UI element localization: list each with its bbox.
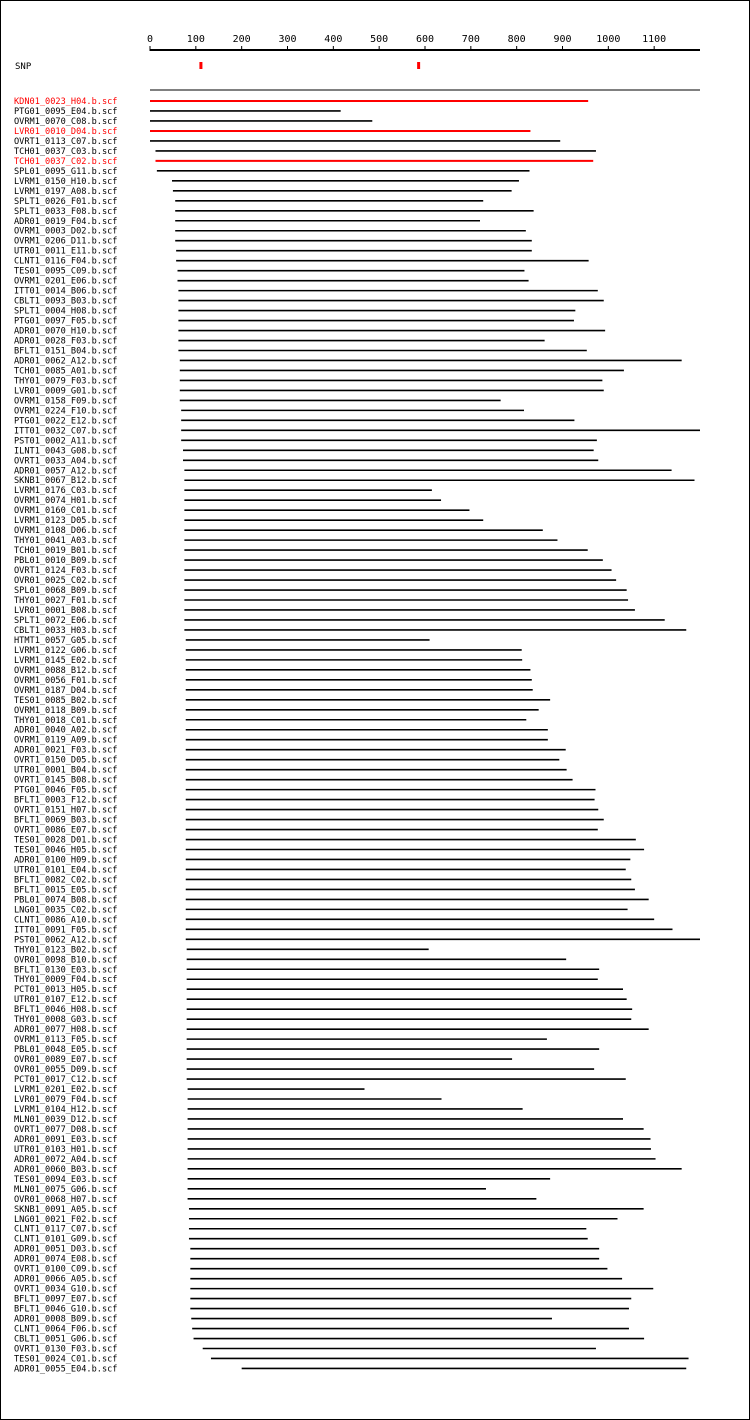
read-row bbox=[14, 1275, 622, 1285]
read-row bbox=[14, 1085, 365, 1095]
read-name[interactable]: CLNT1_0064_F06.b.scf bbox=[14, 1324, 118, 1335]
read-name[interactable]: THY01_0123_B02.b.scf bbox=[14, 945, 118, 956]
ruler-tick-label: 1000 bbox=[596, 34, 621, 45]
read-name[interactable]: LVRM1_0104_H12.b.scf bbox=[14, 1104, 118, 1115]
read-row bbox=[14, 746, 566, 756]
read-row bbox=[14, 506, 469, 516]
read-row bbox=[14, 716, 526, 726]
read-row bbox=[14, 496, 441, 506]
snp-track bbox=[15, 62, 420, 72]
read-row bbox=[14, 1235, 588, 1245]
ruler-tick-label: 800 bbox=[507, 34, 526, 45]
read-row bbox=[14, 915, 654, 925]
read-name[interactable]: LVRM1_0123_D05.b.scf bbox=[14, 516, 118, 527]
read-row bbox=[14, 1075, 626, 1085]
read-row bbox=[14, 207, 534, 217]
read-name[interactable]: UTR01_0001_B04.b.scf bbox=[14, 765, 118, 776]
read-row bbox=[14, 107, 341, 117]
read-name[interactable]: OVRM1_0201_E06.b.scf bbox=[14, 276, 118, 287]
read-row bbox=[14, 1055, 512, 1065]
position-ruler bbox=[147, 34, 700, 51]
read-name[interactable]: PCT01_0013_H05.b.scf bbox=[14, 985, 118, 996]
read-name[interactable]: BFLT1_0046_G10.b.scf bbox=[14, 1304, 118, 1315]
read-name[interactable]: ADR01_0008_B09.b.scf bbox=[14, 1314, 118, 1325]
read-row bbox=[14, 396, 501, 406]
read-row bbox=[14, 97, 588, 107]
read-name[interactable]: LVRM1_0145_E02.b.scf bbox=[14, 655, 118, 666]
read-name[interactable]: OVRT1_0086_E07.b.scf bbox=[14, 825, 118, 836]
read-row bbox=[14, 356, 682, 366]
read-row bbox=[14, 945, 429, 955]
read-row bbox=[14, 157, 593, 167]
read-row bbox=[14, 277, 529, 287]
read-name[interactable]: ADR01_0100_H09.b.scf bbox=[14, 855, 118, 866]
read-name[interactable]: ADR01_0019_F04.b.scf bbox=[14, 216, 118, 227]
read-row bbox=[14, 846, 644, 856]
ruler-tick-label: 600 bbox=[415, 34, 435, 45]
read-row bbox=[14, 516, 483, 526]
read-name[interactable]: PTG01_0046_F05.b.scf bbox=[14, 785, 118, 796]
read-name[interactable]: LVRM1_0150_H10.b.scf bbox=[14, 176, 118, 187]
read-name[interactable]: BFLT1_0151_B04.b.scf bbox=[14, 346, 118, 357]
read-name[interactable]: OVRT1_0033_A04.b.scf bbox=[14, 456, 118, 467]
read-name[interactable]: OVRM1_0158_F09.b.scf bbox=[14, 396, 118, 407]
read-name[interactable]: TCH01_0037_C03.b.scf bbox=[14, 146, 118, 157]
read-name[interactable]: OVRT1_0150_D05.b.scf bbox=[14, 755, 118, 766]
read-row bbox=[14, 706, 539, 716]
read-row bbox=[14, 995, 627, 1005]
read-name[interactable]: PCT01_0017_C12.b.scf bbox=[14, 1075, 118, 1086]
read-row bbox=[14, 287, 598, 297]
read-row bbox=[14, 1345, 596, 1355]
read-row bbox=[14, 1285, 653, 1295]
read-row bbox=[14, 386, 604, 396]
read-row bbox=[14, 526, 543, 536]
read-row bbox=[14, 1145, 651, 1155]
read-name[interactable]: ADR01_0040_A02.b.scf bbox=[14, 725, 118, 736]
read-row bbox=[14, 985, 623, 995]
read-name[interactable]: BFLT1_0069_B03.b.scf bbox=[14, 815, 118, 826]
read-row bbox=[14, 406, 524, 416]
read-row bbox=[14, 297, 604, 307]
read-row bbox=[14, 1325, 629, 1335]
read-row bbox=[14, 556, 603, 566]
read-row bbox=[14, 616, 665, 626]
read-row bbox=[14, 366, 624, 376]
read-name[interactable]: OVRM1_0119_A09.b.scf bbox=[14, 735, 118, 746]
read-row bbox=[14, 1295, 631, 1305]
read-row bbox=[14, 1335, 644, 1345]
read-row bbox=[14, 796, 595, 806]
read-name[interactable]: CLNT1_0117_C07.b.scf bbox=[14, 1224, 118, 1235]
snp-marker bbox=[417, 62, 420, 69]
read-name[interactable]: OVRT1_0100_C09.b.scf bbox=[14, 1264, 118, 1275]
read-name[interactable]: OVRT1_0113_C07.b.scf bbox=[14, 136, 118, 147]
read-name[interactable]: SPL01_0068_B09.b.scf bbox=[14, 586, 118, 597]
read-name[interactable]: ADR01_0060_B03.b.scf bbox=[14, 1164, 118, 1175]
read-row bbox=[14, 646, 522, 656]
read-row bbox=[14, 187, 512, 197]
read-row bbox=[14, 786, 596, 796]
read-row bbox=[14, 1065, 594, 1075]
read-row bbox=[14, 626, 686, 636]
read-name[interactable]: BFLT1_0015_E05.b.scf bbox=[14, 885, 118, 896]
read-name[interactable]: TES01_0094_E03.b.scf bbox=[14, 1174, 118, 1185]
ruler-tick-label: 100 bbox=[186, 34, 205, 45]
read-row bbox=[14, 865, 626, 875]
read-row bbox=[14, 327, 605, 337]
read-row bbox=[14, 895, 649, 905]
read-name[interactable]: PTG01_0095_E04.b.scf bbox=[14, 106, 118, 117]
read-name[interactable]: THY01_0079_F03.b.scf bbox=[14, 376, 118, 387]
read-name[interactable]: OVRM1_0187_D04.b.scf bbox=[14, 685, 118, 696]
read-name[interactable]: UTR01_0103_H01.b.scf bbox=[14, 1144, 118, 1155]
read-name[interactable]: LNG01_0035_C02.b.scf bbox=[14, 905, 118, 916]
read-row bbox=[14, 1265, 607, 1275]
read-row bbox=[14, 955, 566, 965]
ruler-tick-label: 400 bbox=[324, 34, 343, 45]
read-name[interactable]: ADR01_0072_A04.b.scf bbox=[14, 1154, 118, 1165]
ruler-tick-label: 1100 bbox=[642, 34, 667, 45]
read-row bbox=[14, 1225, 586, 1235]
read-name[interactable]: BFLT1_0003_F12.b.scf bbox=[14, 795, 118, 806]
read-name[interactable]: TES01_0028_D01.b.scf bbox=[14, 835, 118, 846]
read-row bbox=[14, 117, 372, 127]
read-row bbox=[14, 1025, 649, 1035]
read-name[interactable]: CLNT1_0116_F04.b.scf bbox=[14, 256, 118, 267]
read-name[interactable]: OVRM1_0074_H01.b.scf bbox=[14, 496, 118, 507]
read-name[interactable]: KDN01_0023_H04.b.scf bbox=[14, 97, 118, 107]
read-name[interactable]: PTG01_0097_F05.b.scf bbox=[14, 316, 118, 327]
read-name[interactable]: SPL01_0095_G11.b.scf bbox=[14, 166, 118, 177]
read-row bbox=[14, 1135, 651, 1145]
read-row bbox=[14, 1195, 536, 1205]
read-row bbox=[14, 227, 526, 237]
ruler-tick-label: 0 bbox=[146, 34, 154, 45]
read-name[interactable]: PST01_0062_A12.b.scf bbox=[14, 935, 118, 946]
read-name[interactable]: OVR01_0068_H07.b.scf bbox=[14, 1194, 118, 1205]
read-row bbox=[14, 836, 636, 846]
read-name[interactable]: ADR01_0070_H10.b.scf bbox=[14, 326, 118, 337]
read-list bbox=[14, 97, 700, 1374]
read-row bbox=[14, 1045, 599, 1055]
read-name[interactable]: ADR01_0074_E08.b.scf bbox=[14, 1254, 118, 1265]
read-name[interactable]: THY01_0027_F01.b.scf bbox=[14, 596, 118, 606]
read-row bbox=[14, 337, 545, 347]
read-row bbox=[14, 466, 672, 476]
read-row bbox=[14, 656, 522, 666]
read-name[interactable]: THY01_0018_C01.b.scf bbox=[14, 715, 118, 726]
read-row bbox=[14, 596, 628, 606]
read-name[interactable]: PST01_0002_A11.b.scf bbox=[14, 436, 118, 447]
read-row bbox=[14, 1125, 644, 1135]
read-name[interactable]: HTMT1_0057_G05.b.scf bbox=[14, 635, 118, 646]
read-row bbox=[14, 1245, 599, 1255]
read-row bbox=[14, 905, 628, 915]
read-row bbox=[14, 446, 594, 456]
read-row bbox=[14, 416, 574, 426]
ruler-tick-label: 700 bbox=[461, 34, 480, 45]
read-row bbox=[14, 426, 700, 436]
read-row bbox=[14, 456, 598, 466]
read-row bbox=[14, 1155, 656, 1165]
read-name[interactable]: THY01_0041_A03.b.scf bbox=[14, 536, 118, 547]
read-row bbox=[14, 855, 630, 865]
read-name[interactable]: LVRM1_0197_A08.b.scf bbox=[14, 186, 118, 197]
read-name[interactable]: MLN01_0039_D12.b.scf bbox=[14, 1114, 118, 1125]
read-name[interactable]: OVRM1_0224_F10.b.scf bbox=[14, 406, 118, 417]
read-row bbox=[14, 267, 524, 277]
read-name[interactable]: ITT01_0091_F05.b.scf bbox=[14, 925, 118, 936]
read-name[interactable]: ADR01_0051_D03.b.scf bbox=[14, 1244, 118, 1255]
read-row bbox=[14, 546, 588, 556]
read-row bbox=[14, 1354, 689, 1364]
read-row bbox=[14, 317, 574, 327]
read-name[interactable]: PTG01_0022_E12.b.scf bbox=[14, 416, 118, 427]
read-name[interactable]: ADR01_0077_H08.b.scf bbox=[14, 1025, 118, 1036]
read-row bbox=[14, 1305, 629, 1315]
read-name[interactable]: SPLT1_0004_H08.b.scf bbox=[14, 306, 118, 317]
read-name[interactable]: OVRM1_0206_D11.b.scf bbox=[14, 236, 118, 247]
read-name[interactable]: TES01_0085_B02.b.scf bbox=[14, 695, 118, 706]
read-name[interactable]: CBLT1_0033_H03.b.scf bbox=[14, 625, 118, 636]
read-row bbox=[14, 726, 548, 736]
read-row bbox=[14, 776, 573, 786]
read-row bbox=[14, 137, 560, 147]
read-row bbox=[14, 566, 612, 576]
read-name[interactable]: OVRT1_0130_F03.b.scf bbox=[14, 1344, 118, 1355]
read-row bbox=[14, 257, 589, 267]
read-name[interactable]: TCH01_0037_C02.b.scf bbox=[14, 156, 118, 167]
read-name[interactable]: TES01_0024_C01.b.scf bbox=[14, 1354, 118, 1365]
read-name[interactable]: SKNB1_0067_B12.b.scf bbox=[14, 476, 118, 487]
read-row bbox=[14, 925, 673, 935]
read-name[interactable]: SPLT1_0033_F08.b.scf bbox=[14, 206, 118, 217]
read-name[interactable]: OVRM1_0088_B12.b.scf bbox=[14, 665, 118, 676]
read-row bbox=[14, 127, 530, 137]
read-name[interactable]: OVRT1_0077_D08.b.scf bbox=[14, 1124, 118, 1135]
read-name[interactable]: OVRM1_0108_D06.b.scf bbox=[14, 526, 118, 537]
read-row bbox=[14, 1315, 552, 1325]
read-name[interactable]: ADR01_0091_E03.b.scf bbox=[14, 1134, 118, 1145]
read-name[interactable]: PBL01_0074_B08.b.scf bbox=[14, 895, 118, 906]
read-row bbox=[14, 736, 548, 746]
read-name[interactable]: OVR01_0089_E07.b.scf bbox=[14, 1055, 118, 1066]
read-name[interactable]: UTR01_0107_E12.b.scf bbox=[14, 995, 118, 1006]
read-row bbox=[14, 576, 616, 586]
read-row bbox=[14, 1215, 618, 1225]
read-name[interactable]: SPLT1_0026_F01.b.scf bbox=[14, 196, 118, 207]
read-name[interactable]: TES01_0095_C09.b.scf bbox=[14, 266, 118, 277]
read-row bbox=[14, 816, 604, 826]
read-name[interactable]: OVRM1_0160_C01.b.scf bbox=[14, 506, 118, 517]
snp-label: SNP bbox=[15, 62, 32, 72]
read-row bbox=[14, 1175, 550, 1185]
read-name[interactable]: OVRM1_0056_F01.b.scf bbox=[14, 675, 118, 686]
read-row bbox=[14, 167, 530, 177]
read-row bbox=[14, 217, 480, 227]
read-name[interactable]: ITT01_0032_C07.b.scf bbox=[14, 426, 118, 437]
read-name[interactable]: OVRT1_0145_B08.b.scf bbox=[14, 775, 118, 786]
read-row bbox=[14, 676, 532, 686]
read-name[interactable]: MLN01_0075_G06.b.scf bbox=[14, 1184, 118, 1195]
read-name[interactable]: OVRM1_0070_C08.b.scf bbox=[14, 116, 118, 127]
read-name[interactable]: TES01_0046_H05.b.scf bbox=[14, 845, 118, 856]
read-name[interactable]: LVRM1_0122_G06.b.scf bbox=[14, 645, 118, 656]
read-name[interactable]: THY01_0009_F04.b.scf bbox=[14, 975, 118, 986]
read-name[interactable]: SKNB1_0091_A05.b.scf bbox=[14, 1204, 118, 1215]
read-name[interactable]: CBLT1_0093_B03.b.scf bbox=[14, 296, 118, 307]
snp-marker bbox=[199, 62, 202, 69]
read-name[interactable]: LVR01_0010_D04.b.scf bbox=[14, 126, 118, 137]
read-name[interactable]: ADR01_0055_E04.b.scf bbox=[14, 1364, 118, 1375]
read-row bbox=[14, 347, 587, 357]
read-row bbox=[14, 1105, 523, 1115]
read-row bbox=[14, 1364, 686, 1374]
read-row bbox=[14, 686, 533, 696]
read-row bbox=[14, 237, 532, 247]
read-row bbox=[14, 536, 557, 546]
read-row bbox=[14, 1115, 623, 1125]
read-row bbox=[14, 1255, 599, 1265]
read-row bbox=[14, 197, 483, 207]
read-row bbox=[14, 1165, 682, 1175]
read-row bbox=[14, 826, 598, 836]
read-row bbox=[14, 606, 635, 616]
read-row bbox=[14, 696, 550, 706]
read-row bbox=[14, 586, 627, 596]
read-name[interactable]: UTR01_0101_E04.b.scf bbox=[14, 865, 118, 876]
read-row bbox=[14, 1095, 442, 1105]
read-row bbox=[14, 1185, 486, 1195]
read-name[interactable]: OVRT1_0124_F03.b.scf bbox=[14, 566, 118, 577]
read-name[interactable]: ADR01_0062_A12.b.scf bbox=[14, 356, 118, 367]
read-name[interactable]: ITT01_0014_B06.b.scf bbox=[14, 286, 118, 297]
read-row bbox=[14, 436, 597, 446]
read-row bbox=[14, 885, 635, 895]
read-name[interactable]: OVR01_0098_B10.b.scf bbox=[14, 955, 118, 966]
read-row bbox=[14, 1035, 547, 1045]
read-row bbox=[14, 247, 532, 257]
read-name[interactable]: CLNT1_0101_G09.b.scf bbox=[14, 1234, 118, 1245]
read-name[interactable]: ADR01_0066_A05.b.scf bbox=[14, 1274, 118, 1285]
ruler-tick-label: 300 bbox=[278, 34, 297, 45]
read-row bbox=[14, 1005, 632, 1015]
read-row bbox=[14, 486, 432, 496]
read-row bbox=[14, 806, 598, 816]
read-name[interactable]: THY01_0008_G03.b.scf bbox=[14, 1015, 118, 1026]
read-name[interactable]: LVRM1_0176_C03.b.scf bbox=[14, 486, 118, 497]
read-row bbox=[14, 875, 631, 885]
read-name[interactable]: LVR01_0009_G01.b.scf bbox=[14, 386, 118, 397]
read-name[interactable]: OVRM1_0003_D02.b.scf bbox=[14, 226, 118, 237]
read-row bbox=[14, 666, 530, 676]
read-row bbox=[14, 756, 559, 766]
read-name[interactable]: OVR01_0025_C02.b.scf bbox=[14, 576, 118, 587]
read-name[interactable]: OVRT1_0151_H07.b.scf bbox=[14, 805, 118, 816]
read-name[interactable]: BFLT1_0046_H08.b.scf bbox=[14, 1005, 118, 1016]
read-name[interactable]: LVR01_0001_B08.b.scf bbox=[14, 605, 118, 616]
ruler-tick-label: 900 bbox=[553, 34, 572, 45]
read-name[interactable]: PBL01_0048_E05.b.scf bbox=[14, 1045, 118, 1056]
ruler-tick-label: 200 bbox=[232, 34, 251, 45]
read-name[interactable]: CLNT1_0086_A10.b.scf bbox=[14, 915, 118, 926]
read-name[interactable]: TCH01_0019_B01.b.scf bbox=[14, 546, 118, 557]
read-name[interactable]: ADR01_0021_F03.b.scf bbox=[14, 745, 118, 756]
read-name[interactable]: BFLT1_0130_E03.b.scf bbox=[14, 965, 118, 976]
read-name[interactable]: SPLT1_0072_E06.b.scf bbox=[14, 615, 118, 626]
read-row bbox=[14, 975, 598, 985]
read-name[interactable]: ADR01_0028_F03.b.scf bbox=[14, 336, 118, 347]
read-row bbox=[14, 766, 567, 776]
read-row bbox=[14, 307, 575, 317]
read-row bbox=[14, 476, 695, 486]
read-row bbox=[14, 376, 602, 386]
read-row bbox=[14, 147, 596, 157]
read-name[interactable]: ILNT1_0043_G08.b.scf bbox=[14, 446, 118, 457]
read-row bbox=[14, 177, 519, 187]
read-name[interactable]: PBL01_0010_B09.b.scf bbox=[14, 556, 118, 567]
read-row bbox=[14, 965, 599, 975]
read-name[interactable]: ADR01_0057_A12.b.scf bbox=[14, 466, 118, 477]
read-name[interactable]: TCH01_0085_A01.b.scf bbox=[14, 366, 118, 377]
read-name[interactable]: OVRT1_0034_G10.b.scf bbox=[14, 1284, 118, 1295]
read-row bbox=[14, 1205, 644, 1215]
ruler-tick-label: 500 bbox=[370, 34, 389, 45]
read-name[interactable]: LVRM1_0201_E02.b.scf bbox=[14, 1085, 118, 1096]
read-row bbox=[14, 636, 430, 646]
read-name[interactable]: CBLT1_0051_G06.b.scf bbox=[14, 1334, 118, 1345]
read-name[interactable]: LVR01_0079_F04.b.scf bbox=[14, 1095, 118, 1105]
read-name[interactable]: UTR01_0011_E11.b.scf bbox=[14, 246, 118, 257]
read-name[interactable]: OVRM1_0113_F05.b.scf bbox=[14, 1035, 118, 1046]
read-name[interactable]: OVRM1_0118_B09.b.scf bbox=[14, 705, 118, 716]
read-name[interactable]: LNG01_0021_F02.b.scf bbox=[14, 1214, 118, 1225]
read-name[interactable]: OVR01_0055_D09.b.scf bbox=[14, 1065, 118, 1076]
read-row bbox=[14, 1015, 631, 1025]
read-row bbox=[14, 935, 700, 945]
read-name[interactable]: BFLT1_0082_C02.b.scf bbox=[14, 875, 118, 886]
read-name[interactable]: BFLT1_0097_E07.b.scf bbox=[14, 1294, 118, 1305]
